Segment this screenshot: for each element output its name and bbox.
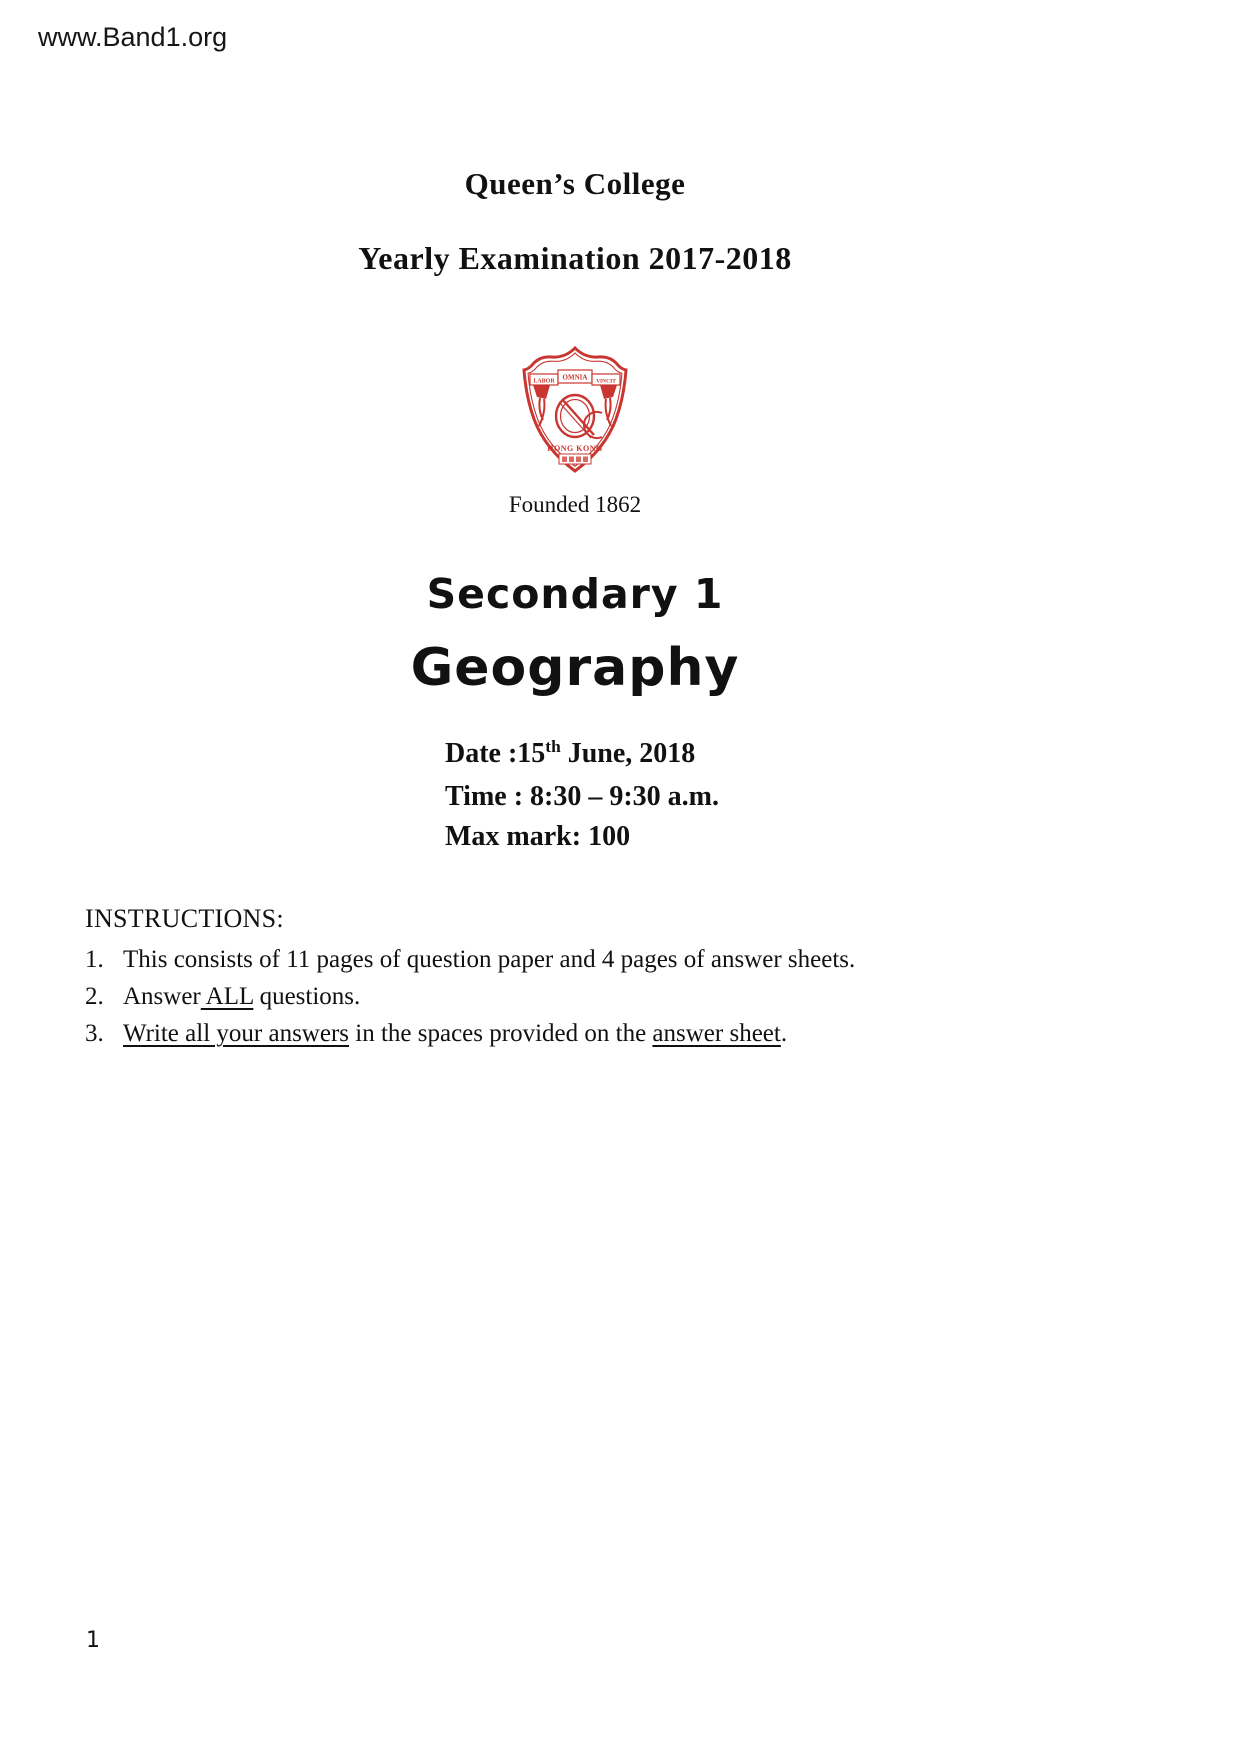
crest-qc-monogram	[556, 395, 602, 438]
crest-chinese-banner	[559, 454, 591, 464]
instructions-list	[85, 946, 1105, 1048]
instruction-item	[85, 983, 1105, 1011]
school-name-title: Queen’s College	[464, 166, 686, 201]
exam-time-line: Time : 8:30 – 9:30 a.m.	[445, 781, 719, 812]
exam-info-block	[445, 734, 719, 857]
instruction-number: 3.	[85, 1020, 104, 1047]
instruction-item	[85, 1020, 1105, 1048]
instruction-number: 1.	[85, 946, 104, 973]
founded-caption: Founded 1862	[508, 492, 642, 517]
page-number: 1	[86, 1628, 100, 1653]
exam-subject-title: Geography	[410, 638, 740, 698]
exam-date-line: Date :15th June, 2018	[445, 737, 696, 769]
exam-maxmark-line: Max mark: 100	[445, 821, 631, 852]
instruction-text: Answer ALL questions.	[123, 983, 361, 1010]
exam-title: Yearly Examination 2017-2018	[358, 240, 792, 276]
date-ordinal-superscript: th	[545, 737, 561, 757]
exam-level-title: Secondary 1	[426, 570, 724, 618]
school-crest	[0, 340, 1150, 478]
motto-word-omnia: OMNIA	[562, 373, 588, 382]
instruction-text: Write all your answers in the spaces provided on the answer sheet.	[123, 1020, 788, 1047]
motto-word-vincit: VINCIT	[596, 378, 616, 385]
instruction-number: 2.	[85, 983, 104, 1010]
motto-word-labor: LABOR	[533, 378, 555, 385]
instructions-heading: INSTRUCTIONS:	[85, 904, 284, 933]
crest-shield-icon	[513, 340, 637, 478]
instructions-section	[85, 904, 1105, 1057]
crest-place-label: HONG KONG	[547, 444, 603, 453]
crest-motto-banner	[530, 370, 620, 385]
instruction-item	[85, 946, 1105, 974]
watermark-url: www.Band1.org	[38, 22, 228, 52]
instruction-text: This consists of 11 pages of question paper and 4 pages of answer sheets.	[123, 946, 856, 973]
